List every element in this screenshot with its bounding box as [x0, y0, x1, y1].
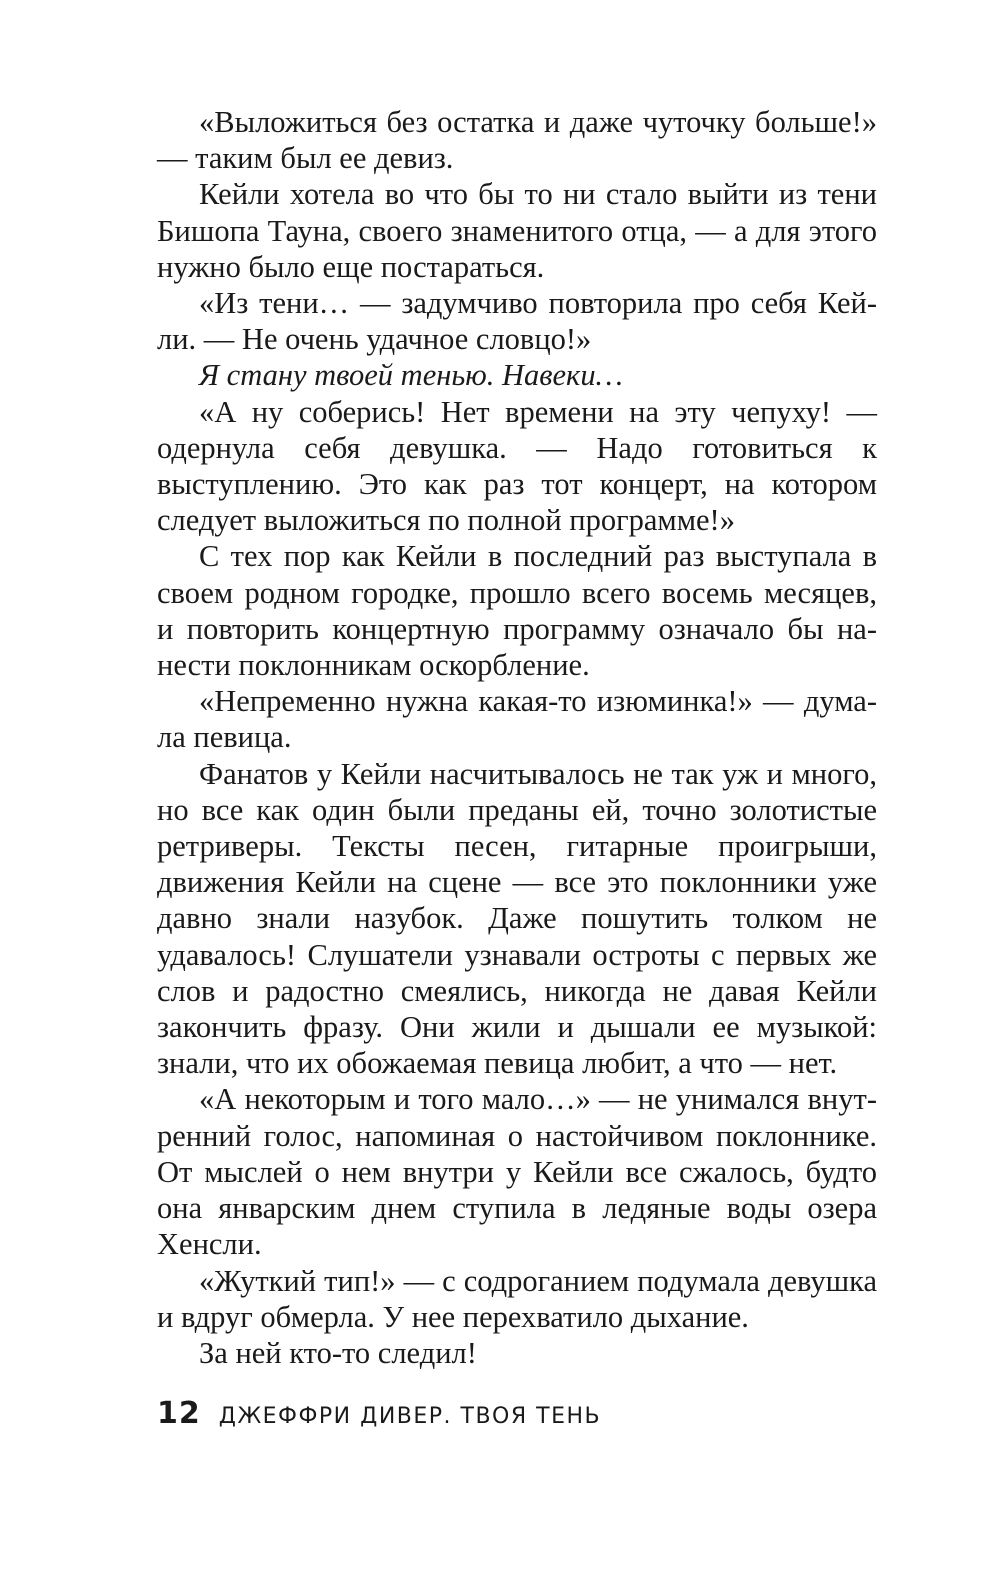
paragraph-7: «Непременно нужна какая-то изюминка!» — думала певица.	[157, 684, 877, 755]
body-text	[157, 104, 877, 1371]
page-footer	[157, 1396, 601, 1436]
paragraph-11: За ней кто-то следил!	[199, 1335, 477, 1370]
paragraph-5: «А ну соберись! Нет времени на эту чепуху! — одернула себя девушка. — Надо готовиться к выступлению. Это как раз тот концерт, на котором следует выложиться по полной программе!»	[157, 394, 877, 538]
paragraph-1: «Выложиться без остатка и даже чуточку больше!» — таким был ее девиз.	[157, 105, 877, 176]
paragraph-4-italic: Я стану твоей тенью. Навеки…	[199, 358, 623, 393]
page-number: 12	[157, 1396, 201, 1431]
paragraph-3: «Из тени… — задумчиво повторила про себя Кейли. — Не очень удачное словцо!»	[157, 286, 877, 357]
paragraph-9: «А некоторым и того мало…» — не унимался внутренний голос, напоминая о настойчивом поклоннике. От мыслей о нем внутри у Кейли все сжалось, будто она январским днем ступила в ледяные воды озера Хенсли.	[157, 1082, 877, 1262]
paragraph-8: Фанатов у Кейли насчитывалось не так уж и много, но все как один были преданы ей, точно золотистые ретриверы. Тексты песен, гитарные проигрыши, движения Кейли на сцене — все это поклонники уже давно знали назубок. Даже пошутить толком не удавалось! Слушатели узнавали остроты с первых же слов и радостно смеялись, никогда не давая Кейли закончить фразу. Они жили и дышали ее музыкой: знали, что их обожаемая певица любит, а что — нет.	[157, 756, 877, 1081]
paragraph-6: С тех пор как Кейли в последний раз выступала в своем родном городке, прошло всего восемь месяцев, и повторить концертную программу означало бы нанести поклонникам оскорбление.	[157, 539, 877, 683]
paragraph-2: Кейли хотела во что бы то ни стало выйти из тени Бишопа Тауна, своего знаменитого отца, — а для этого нужно было еще постараться.	[157, 177, 877, 284]
paragraph-10: «Жуткий тип!» — с содроганием подумала девушка и вдруг обмерла. У нее перехватило дыхание.	[157, 1263, 877, 1334]
running-title: ДЖЕФФРИ ДИВЕР. ТВОЯ ТЕНЬ	[218, 1404, 602, 1429]
